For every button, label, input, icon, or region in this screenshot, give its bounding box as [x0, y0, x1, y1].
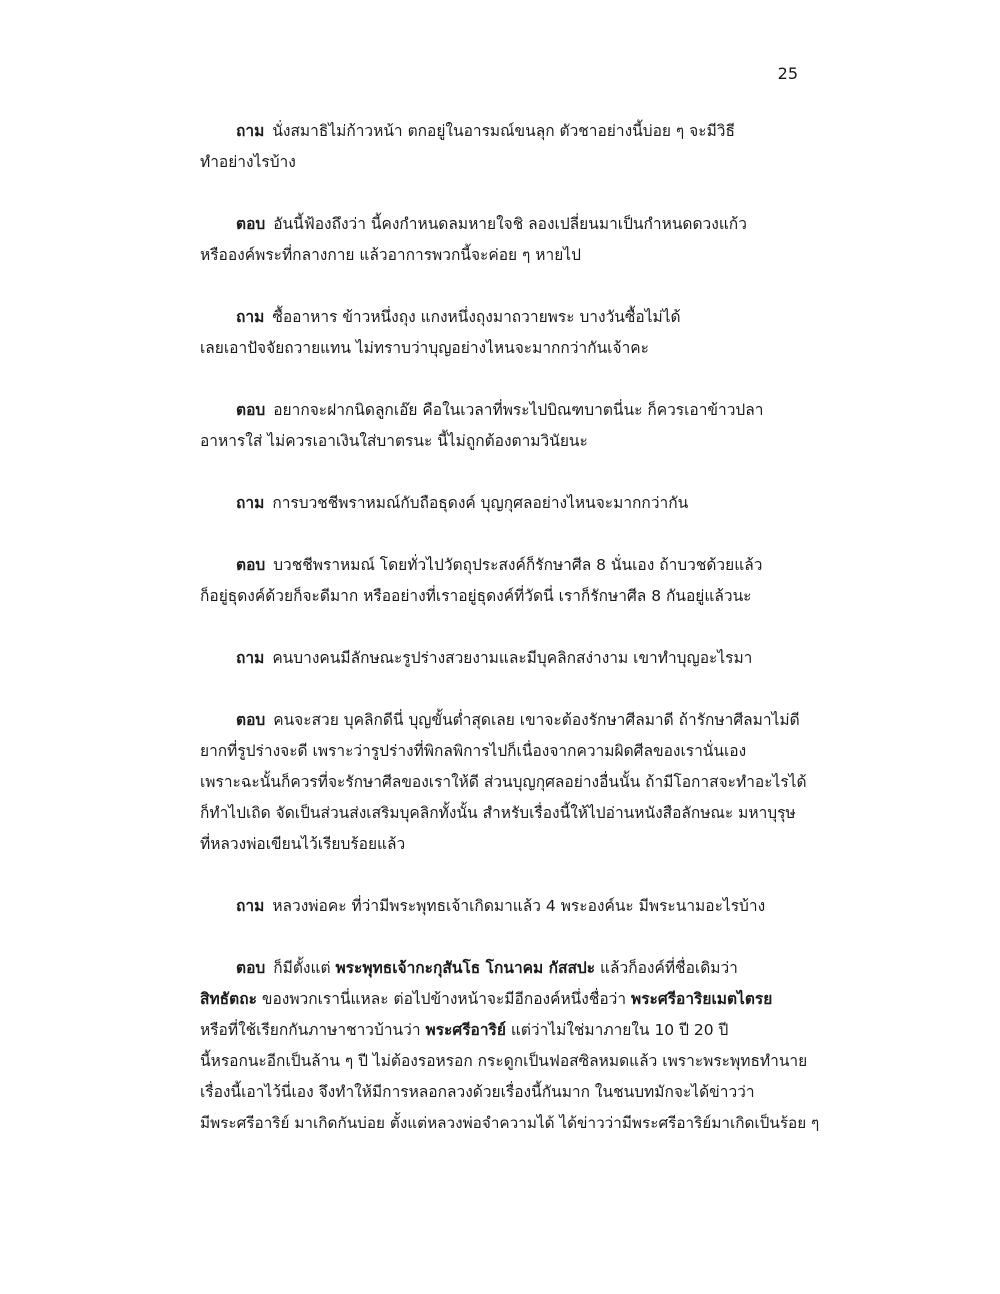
- bold-text: พระศรีอาริยเมตไตรย: [631, 990, 773, 1008]
- page-number: 25: [777, 64, 798, 83]
- question-label: ถาม: [236, 897, 265, 915]
- text-line: ก็อยู่ธุดงค์ด้วยก็จะดีมาก หรืออย่างที่เราอยู่ธุดงค์ที่วัดนี่ เราก็รักษาศีล 8 กันอยู่แล้วนะ: [200, 587, 752, 605]
- answer-paragraph: [200, 953, 820, 1139]
- question-label: ถาม: [236, 308, 265, 326]
- bold-text: พระศรีอาริย์: [425, 1021, 506, 1039]
- text-line: อยากจะฝากนิดลูกเอ๊ย คือในเวลาที่พระไปบิณฑบาตนี่นะ ก็ควรเอาข้าวปลา: [273, 401, 764, 419]
- text-line: ก็ทำไปเถิด จัดเป็นส่วนส่งเสริมบุคลิกทั้งนั้น สำหรับเรื่องนี้ให้ไปอ่านหนังสือลักษณะ มหาบุรุษ: [200, 804, 796, 822]
- text-run: หรือที่ใช้เรียกกันภาษาชาวบ้านว่า: [200, 1021, 426, 1039]
- answer-paragraph: [200, 550, 800, 612]
- text-run: ก็มีตั้งแต่: [273, 959, 336, 977]
- text-line: หลวงพ่อคะ ที่ว่ามีพระพุทธเจ้าเกิดมาแล้ว 4 พระองค์นะ มีพระนามอะไรบ้าง: [272, 897, 766, 915]
- question-paragraph: [200, 302, 800, 364]
- answer-label: ตอบ: [236, 215, 266, 233]
- text-line: เลยเอาปัจจัยถวายแทน ไม่ทราบว่าบุญอย่างไหนจะมากกว่ากันเจ้าคะ: [200, 339, 649, 357]
- question-paragraph: [200, 488, 800, 519]
- text-run: แต่ว่าไม่ใช่มาภายใน 10 ปี 20 ปี: [505, 1021, 729, 1039]
- question-paragraph: [200, 891, 800, 922]
- question-label: ถาม: [236, 649, 265, 667]
- bold-text: พระพุทธเจ้ากะกุสันโธ โกนาคม กัสสปะ: [335, 959, 596, 977]
- text-line: บวชชีพราหมณ์ โดยทั่วไปวัตถุประสงค์ก็รักษาศีล 8 นั่นเอง ถ้าบวชด้วยแล้ว: [273, 556, 763, 574]
- question-label: ถาม: [236, 122, 265, 140]
- text-line: อาหารใส่ ไม่ควรเอาเงินใส่บาตรนะ นี้ไม่ถูกต้องตามวินัยนะ: [200, 432, 588, 450]
- answer-paragraph: [200, 209, 800, 271]
- answer-paragraph: [200, 705, 807, 860]
- text-line: มีพระศรีอาริย์ มาเกิดกันบ่อย ตั้งแต่หลวงพ่อจำความได้ ได้ข่าวว่ามีพระศรีอาริย์มาเกิดเป็นร้อย ๆ: [200, 1114, 820, 1132]
- text-line: คนจะสวย บุคลิกดีนี่ บุญขั้นต่ำสุดเลย เขาจะต้องรักษาศีลมาดี ถ้ารักษาศีลมาไม่ดี: [273, 711, 800, 729]
- text-line: เพราะฉะนั้นก็ควรที่จะรักษาศีลของเราให้ดี ส่วนบุญกุศลอย่างอื่นนั้น ถ้ามีโอกาสจะทำอะไรได้: [200, 773, 807, 791]
- text-line: เรื่องนี้เอาไว้นี่เอง จึงทำให้มีการหลอกลวงด้วยเรื่องนี้กันมาก ในชนบทมักจะได้ข่าวว่า: [200, 1083, 755, 1101]
- text-line: ยากที่รูปร่างจะดี เพราะว่ารูปร่างที่พิกลพิการไปก็เนื่องจากความผิดศีลของเรานั่นเอง: [200, 742, 747, 760]
- text-line: อันนี้ฟ้องถึงว่า นี้คงกำหนดลมหายใจชิ ลองเปลี่ยนมาเป็นกำหนดดวงแก้ว: [273, 215, 747, 233]
- text-run: ของพวกเรานี่แหละ ต่อไปข้างหน้าจะมีอีกองค์หนึ่งชื่อว่า: [256, 990, 632, 1008]
- text-line: การบวชชีพราหมณ์กับถือธุดงค์ บุญกุศลอย่างไหนจะมากกว่ากัน: [272, 494, 689, 512]
- answer-label: ตอบ: [236, 711, 266, 729]
- answer-label: ตอบ: [236, 556, 266, 574]
- answer-paragraph: [200, 395, 800, 457]
- answer-label: ตอบ: [236, 401, 266, 419]
- question-paragraph: [200, 116, 800, 178]
- text-line: นี้หรอกนะอีกเป็นล้าน ๆ ปี ไม่ต้องรอหรอก กระดูกเป็นฟอสซิลหมดแล้ว เพราะพระพุทธทำนาย: [200, 1052, 808, 1070]
- text-line: ทำอย่างไรบ้าง: [200, 153, 296, 171]
- question-label: ถาม: [236, 494, 265, 512]
- text-line: คนบางคนมีลักษณะรูปร่างสวยงามและมีบุคลิกสง่างาม เขาทำบุญอะไรมา: [272, 649, 753, 667]
- text-line: หรือองค์พระที่กลางกาย แล้วอาการพวกนี้จะค่อย ๆ หายไป: [200, 246, 581, 264]
- question-paragraph: [200, 643, 800, 674]
- text-line: นั่งสมาธิไม่ก้าวหน้า ตกอยู่ในอารมณ์ขนลุก ตัวชาอย่างนี้บ่อย ๆ จะมีวิธี: [272, 122, 735, 140]
- document-body: [200, 116, 820, 1170]
- text-line: ที่หลวงพ่อเขียนไว้เรียบร้อยแล้ว: [200, 835, 406, 853]
- bold-text: สิทธัตถะ: [200, 990, 257, 1008]
- text-run: แล้วก็องค์ที่ชื่อเดิมว่า: [595, 959, 738, 977]
- answer-label: ตอบ: [236, 959, 266, 977]
- text-line: ซื้ออาหาร ข้าวหนึ่งถุง แกงหนึ่งถุงมาถวายพระ บางวันซื้อไม่ได้: [272, 308, 681, 326]
